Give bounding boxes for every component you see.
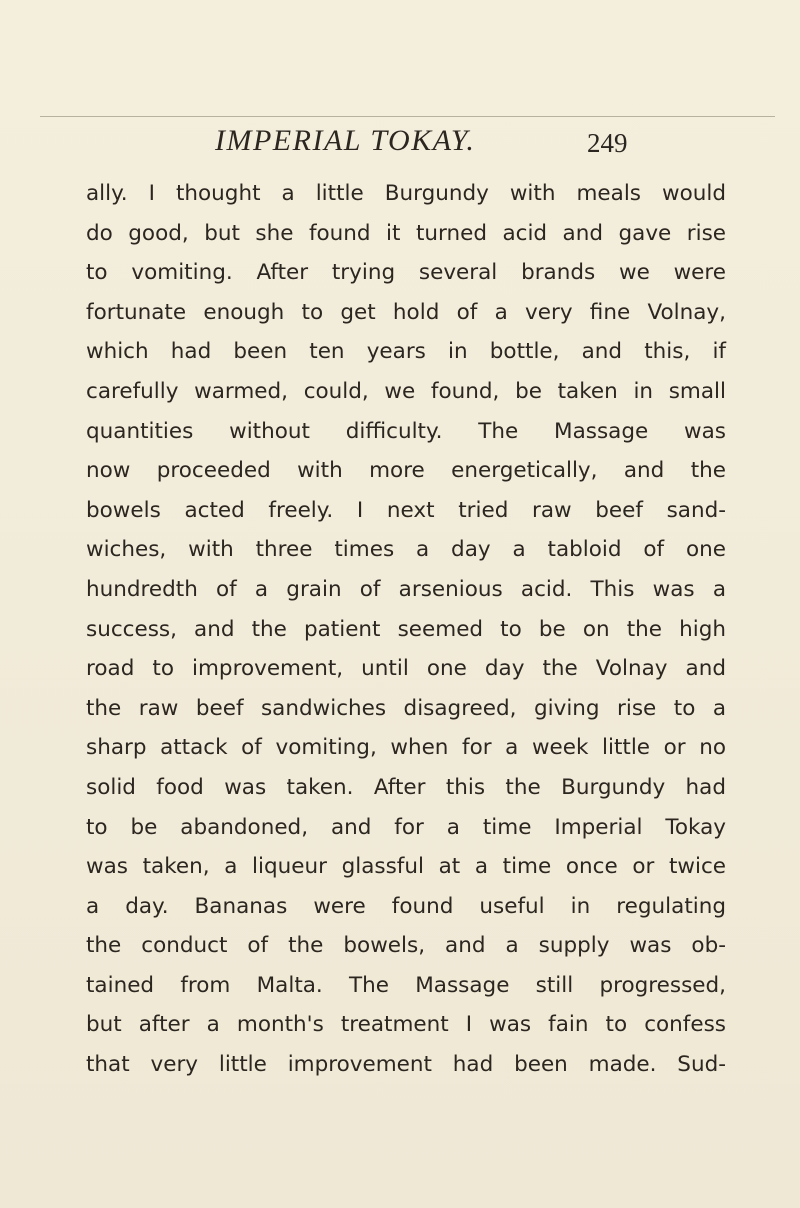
text-line: now proceeded with more energetically, and the: [86, 458, 726, 484]
text-line: sharp attack of vomiting, when for a week little or no: [86, 735, 726, 761]
text-line: that very little improvement had been made. Sud-: [86, 1052, 726, 1078]
text-line: hundredth of a grain of arsenious acid. This was a: [86, 576, 726, 602]
text-line: tained from Malta. The Massage still progressed,: [86, 972, 726, 998]
text-line: ally. I thought a little Burgundy with meals would: [86, 181, 726, 206]
text-line: success, and the patient seemed to be on the high: [86, 616, 726, 642]
text-line: fortunate enough to get hold of a very fine Volnay,: [86, 299, 726, 325]
text-line: solid food was taken. After this the Burgundy had: [86, 774, 726, 800]
text-line: do good, but she found it turned acid and gave rise: [86, 220, 726, 246]
text-line: the raw beef sandwiches disagreed, giving rise to a: [86, 695, 726, 721]
body-text: [86, 174, 726, 1085]
running-head: IMPERIAL TOKAY.: [215, 124, 476, 157]
text-line: bowels acted freely. I next tried raw beef sand-: [86, 497, 726, 523]
text-line: quantities without difficulty. The Massage was: [86, 418, 726, 444]
header-rule: [40, 116, 775, 117]
page-number: 249: [587, 128, 628, 158]
text-line: which had been ten years in bottle, and this, if: [86, 339, 726, 365]
text-line: the conduct of the bowels, and a supply was ob-: [86, 933, 726, 959]
text-line: was taken, a liqueur glassful at a time once or twice: [86, 854, 726, 880]
text-line: road to improvement, until one day the Volnay and: [86, 656, 726, 682]
text-line: but after a month's treatment I was fain to confess: [86, 1012, 726, 1038]
text-line: carefully warmed, could, we found, be taken in small: [86, 378, 726, 404]
text-line: a day. Bananas were found useful in regulating: [86, 893, 726, 919]
text-line: to be abandoned, and for a time Imperial Tokay: [86, 814, 726, 840]
page-header: [0, 121, 800, 161]
text-line: wiches, with three times a day a tabloid of one: [86, 537, 726, 563]
text-line: to vomiting. After trying several brands we were: [86, 260, 726, 286]
